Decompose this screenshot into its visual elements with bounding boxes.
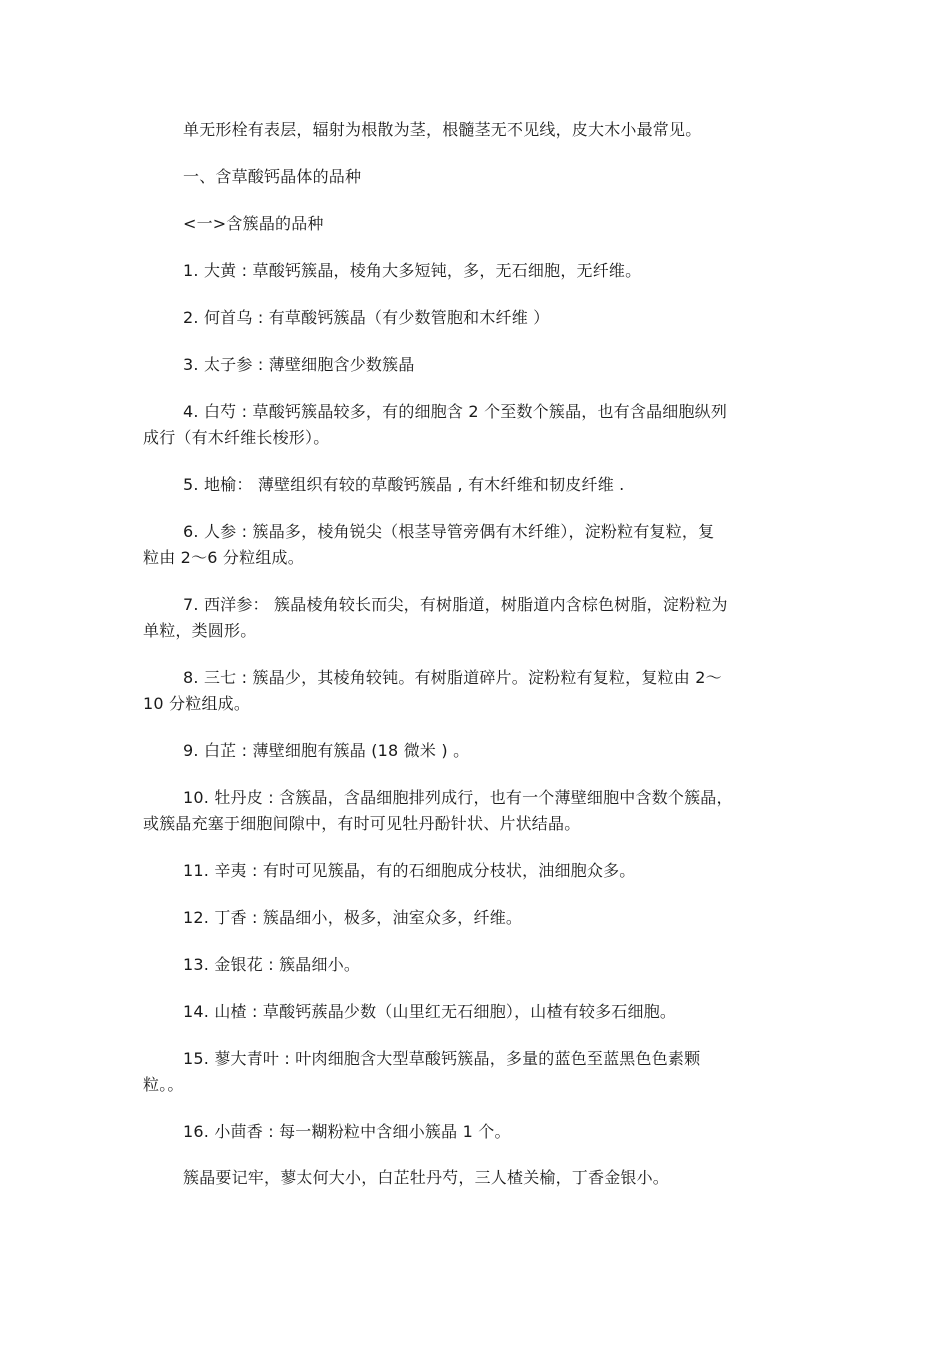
list-item: 3. 太子参 : 薄壁细胞含少数簇晶 <box>183 355 415 374</box>
list-item-continuation: 粒由 2～6 分粒组成。 <box>143 548 304 567</box>
list-item: 14. 山楂 : 草酸钙蔟晶少数（山里红无石细胞），山楂有较多石细胞。 <box>183 1002 677 1021</box>
mnemonic-line: 单无形栓有表层，辐射为根散为茎，根髓茎无不见线，皮大木小最常见。 <box>183 120 702 139</box>
list-item: 1. 大黄 : 草酸钙簇晶，棱角大多短钝，多，无石细胞，无纤维。 <box>183 261 642 280</box>
list-item: 10. 牡丹皮 : 含簇晶，含晶细胞排列成行，也有一个薄壁细胞中含数个簇晶， <box>183 788 733 807</box>
list-item: 16. 小茴香 : 每一糊粉粒中含细小簇晶 1 个。 <box>183 1122 511 1141</box>
list-item: 9. 白芷 : 薄壁细胞有簇晶 (18 微米 ) 。 <box>183 741 470 760</box>
list-item: 11. 辛夷 : 有时可见簇晶，有的石细胞成分枝状，油细胞众多。 <box>183 861 636 880</box>
list-item: 12. 丁香 : 簇晶细小，极多，油室众多，纤维。 <box>183 908 523 927</box>
section-heading: 一、含草酸钙晶体的品种 <box>183 167 362 186</box>
list-item: 6. 人参 : 簇晶多，棱角锐尖（根茎导管旁偶有木纤维），淀粉粒有复粒，复 <box>183 522 715 541</box>
list-item: 4. 白芍 : 草酸钙簇晶较多，有的细胞含 2 个至数个簇晶，也有含晶细胞纵列 <box>183 402 728 421</box>
closing-mnemonic: 簇晶要记牢，蓼太何大小，白芷牡丹芍，三人楂关榆，丁香金银小。 <box>183 1168 670 1187</box>
list-item: 8. 三七 : 簇晶少，其棱角较钝。有树脂道碎片。淀粉粒有复粒，复粒由 2～ <box>183 668 722 687</box>
list-item: 5. 地榆： 薄壁组织有较的草酸钙簇晶 , 有木纤维和韧皮纤维 . <box>183 475 625 494</box>
list-item-continuation: 单粒，类圆形。 <box>143 621 257 640</box>
list-item-continuation: 或簇晶充塞于细胞间隙中，有时可见牡丹酚针状、片状结晶。 <box>143 814 581 833</box>
list-item: 15. 蓼大青叶 : 叶肉细胞含大型草酸钙簇晶，多量的蓝色至蓝黑色色素颗 <box>183 1049 701 1068</box>
list-item: 2. 何首乌 : 有草酸钙簇晶（有少数管胞和木纤维 ） <box>183 308 550 327</box>
list-item: 7. 西洋参： 簇晶棱角较长而尖，有树脂道，树脂道内含棕色树脂，淀粉粒为 <box>183 595 728 614</box>
list-item-continuation: 成行（有木纤维长梭形）。 <box>143 428 330 447</box>
list-item-continuation: 粒。。 <box>143 1075 184 1094</box>
subsection-heading: <一>含簇晶的品种 <box>183 214 324 233</box>
list-item-continuation: 10 分粒组成。 <box>143 694 251 713</box>
list-item: 13. 金银花 : 簇晶细小。 <box>183 955 361 974</box>
